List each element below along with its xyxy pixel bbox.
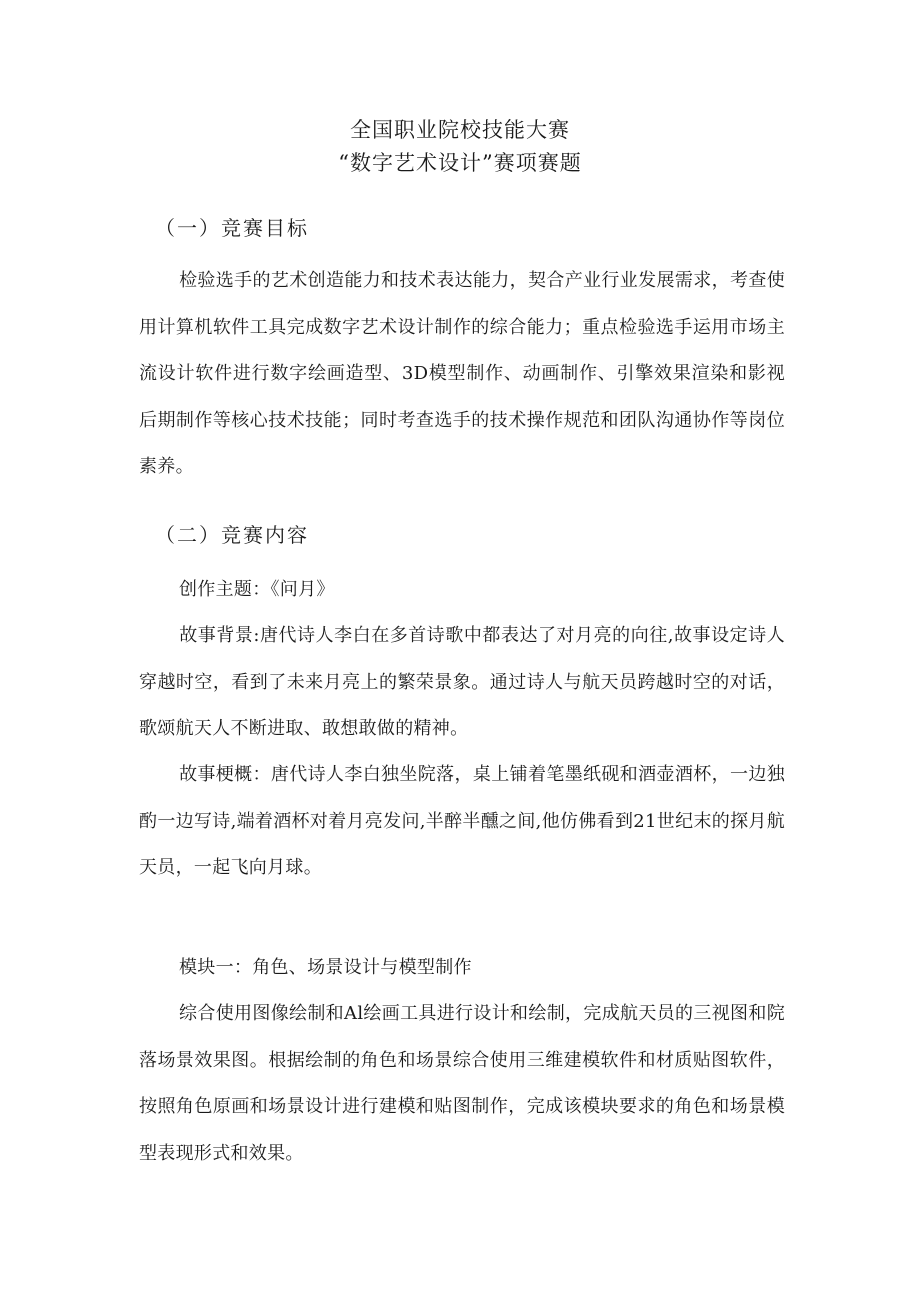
story-synopsis-paragraph	[139, 752, 785, 892]
document-title-line1: 全国职业院校技能大赛	[350, 118, 570, 142]
theme-text: 创作主题：《问月》	[179, 579, 335, 600]
section-heading-content: （二）竞赛内容	[155, 523, 309, 547]
document-title-line2: “数字艺术设计”赛项赛题	[338, 151, 582, 175]
section-heading-goal: （一）竞赛目标	[155, 216, 309, 240]
story-background-text: 故事背景:唐代诗人李白在多首诗歌中都表达了对月亮的向往,故事设定诗人穿越时空，看到了未来月亮上的繁荣景象。通过诗人与航天员跨越时空的对话，歌颂航天人不断进取、敢想敢做的精神。	[139, 625, 785, 739]
story-synopsis-text: 故事梗概：唐代诗人李白独坐院落，桌上铺着笔墨纸砚和酒壶酒杯，一边独酌一边写诗,端着酒杯对着月亮发问,半醉半醺之间,他仿佛看到21世纪末的探月航天员，一起飞向月球。	[139, 764, 785, 878]
theme-paragraph	[139, 567, 785, 614]
section-goal-text: 检验选手的艺术创造能力和技术表达能力，契合产业行业发展需求，考查使用计算机软件工具完成数字艺术设计制作的综合能力；重点检验选手运用市场主流设计软件进行数字绘画造型、3D模型制作、动画制作、引擎效果渲染和影视后期制作等核心技术技能；同时考查选手的技术操作规范和团队沟通协作等岗位素养。	[139, 270, 785, 477]
story-background-paragraph	[139, 613, 785, 753]
module1-body-text: 综合使用图像绘制和Al绘画工具进行设计和绘制，完成航天员的三视图和院落场景效果图。根据绘制的角色和场景综合使用三维建模软件和材质贴图软件，按照角色原画和场景设计进行建模和贴图制作，完成该模块要求的角色和场景模型表现形式和效果。	[139, 1003, 785, 1164]
module1-heading-paragraph	[139, 945, 785, 992]
module1-body-paragraph	[139, 991, 785, 1177]
module1-heading: 模块一：角色、场景设计与模型制作	[179, 957, 472, 978]
section-goal-paragraph	[139, 258, 785, 491]
